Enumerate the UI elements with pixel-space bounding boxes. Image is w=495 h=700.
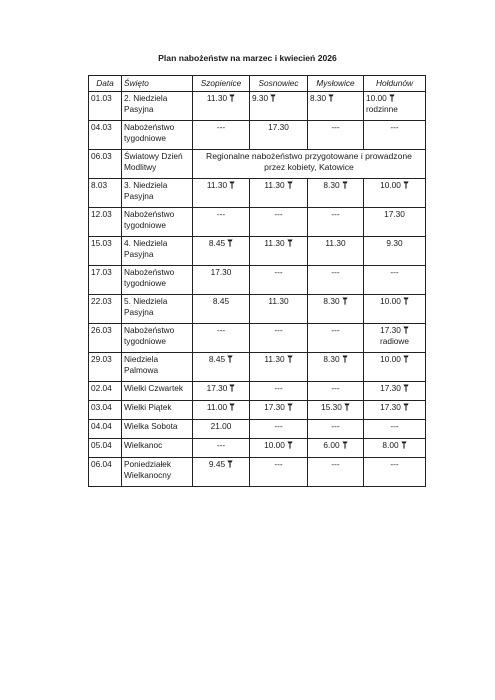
service-time: 11.30 — [264, 238, 285, 248]
cell-myslowice — [308, 179, 364, 208]
table-row — [89, 420, 426, 439]
row-feast: Poniedziałek Wielkanocny — [122, 458, 193, 487]
cell-holdunow — [364, 324, 426, 353]
table-row — [89, 237, 426, 266]
cell-sosnowiec — [250, 266, 308, 295]
cross-icon — [342, 355, 348, 363]
cross-icon — [403, 297, 409, 305]
cross-icon — [328, 94, 334, 102]
service-time: 11.30 — [268, 296, 289, 306]
row-span-note: Regionalne nabożeństwo przygotowane i prowadzone przez kobiety, Katowice — [193, 150, 426, 179]
cross-icon — [342, 441, 348, 449]
cross-icon — [229, 181, 235, 189]
cell-myslowice — [308, 420, 364, 439]
cell-szopienice — [193, 121, 250, 150]
cross-icon — [401, 441, 407, 449]
service-time: 10.00 — [380, 296, 401, 306]
service-time: 8.00 — [382, 440, 399, 450]
service-time: 8.30 — [323, 354, 340, 364]
cell-szopienice — [193, 266, 250, 295]
service-time: --- — [331, 421, 340, 431]
cross-icon — [389, 94, 395, 102]
cell-szopienice — [193, 237, 250, 266]
service-note: rodzinne — [366, 104, 398, 114]
cross-icon — [227, 355, 233, 363]
service-time: 21.00 — [210, 421, 232, 431]
cross-icon — [229, 403, 235, 411]
cell-sosnowiec — [250, 121, 308, 150]
cross-icon — [229, 384, 235, 392]
cell-myslowice — [308, 121, 364, 150]
service-time: 8.45 — [208, 238, 226, 248]
cell-myslowice — [308, 237, 364, 266]
service-time: 8.45 — [208, 354, 226, 364]
row-date: 04.04 — [89, 420, 122, 439]
cross-icon — [287, 239, 293, 247]
header-feast: Święto — [122, 76, 193, 92]
cell-holdunow — [364, 295, 426, 324]
service-time: 8.45 — [212, 296, 230, 306]
header-szopienice: Szopienice — [193, 76, 250, 92]
service-time: 17.30 — [206, 383, 228, 393]
row-date: 12.03 — [89, 208, 122, 237]
table-row — [89, 92, 426, 121]
service-time: 17.30 — [268, 122, 289, 132]
row-feast: Wielkanoc — [122, 439, 193, 458]
header-sosnowiec: Sosnowiec — [250, 76, 308, 92]
cross-icon — [287, 403, 293, 411]
cell-myslowice — [308, 439, 364, 458]
service-time: 15.30 — [321, 402, 342, 412]
service-time: 17.30 — [380, 325, 401, 335]
service-time: 8.30 — [323, 180, 340, 190]
table-row — [89, 458, 426, 487]
cell-szopienice — [193, 420, 250, 439]
cross-icon — [287, 441, 293, 449]
cross-icon — [287, 355, 293, 363]
cell-myslowice — [308, 458, 364, 487]
row-feast: Wielki Czwartek — [122, 382, 193, 401]
cell-holdunow — [364, 401, 426, 420]
row-date: 01.03 — [89, 92, 122, 121]
header-myslowice: Mysłowice — [308, 76, 364, 92]
cell-sosnowiec — [250, 179, 308, 208]
cross-icon — [403, 403, 409, 411]
cell-holdunow — [364, 439, 426, 458]
cell-holdunow — [364, 237, 426, 266]
row-feast: Nabożeństwo tygodniowe — [122, 324, 193, 353]
header-date: Data — [89, 76, 122, 92]
table-row — [89, 353, 426, 382]
cross-icon — [403, 384, 409, 392]
row-date: 03.04 — [89, 401, 122, 420]
service-time: --- — [390, 267, 399, 277]
cell-holdunow — [364, 382, 426, 401]
cell-sosnowiec — [250, 458, 308, 487]
row-feast: 4. Niedziela Pasyjna — [122, 237, 193, 266]
service-time: --- — [390, 122, 399, 132]
row-feast: Wielki Piątek — [122, 401, 193, 420]
cell-sosnowiec — [250, 439, 308, 458]
service-time: --- — [331, 267, 340, 277]
cell-sosnowiec — [250, 92, 308, 121]
service-time: --- — [216, 325, 226, 335]
row-date: 8.03 — [89, 179, 122, 208]
service-time: 11.30 — [206, 93, 228, 103]
cell-szopienice — [193, 401, 250, 420]
header-holdunow: Hołdunów — [364, 76, 426, 92]
service-time: 10.00 — [380, 354, 401, 364]
service-time: --- — [274, 325, 283, 335]
cell-szopienice — [193, 439, 250, 458]
header-row — [89, 76, 426, 92]
service-time: 11.30 — [264, 354, 285, 364]
service-time: 11.00 — [206, 402, 228, 412]
cell-szopienice — [193, 324, 250, 353]
service-time: 10.00 — [366, 93, 387, 103]
table-row — [89, 208, 426, 237]
cell-holdunow — [364, 208, 426, 237]
cell-myslowice — [308, 295, 364, 324]
table-row — [89, 382, 426, 401]
cell-sosnowiec — [250, 324, 308, 353]
service-time: 6.00 — [323, 440, 340, 450]
row-feast: 3. Niedziela Pasyjna — [122, 179, 193, 208]
table-row — [89, 324, 426, 353]
row-feast: Nabożeństwo tygodniowe — [122, 266, 193, 295]
service-time: 11.30 — [264, 180, 285, 190]
service-time: 10.00 — [264, 440, 285, 450]
cell-myslowice — [308, 324, 364, 353]
row-date: 29.03 — [89, 353, 122, 382]
cell-myslowice — [308, 353, 364, 382]
page-title: Plan nabożeństw na marzec i kwiecień 2026 — [158, 53, 337, 63]
row-date: 22.03 — [89, 295, 122, 324]
cell-szopienice — [193, 458, 250, 487]
cell-szopienice — [193, 382, 250, 401]
service-time: 17.30 — [210, 267, 232, 277]
service-time: 17.30 — [384, 209, 405, 219]
service-time: --- — [331, 383, 340, 393]
service-time: 11.30 — [206, 180, 228, 190]
service-time: --- — [331, 459, 340, 469]
row-date: 26.03 — [89, 324, 122, 353]
service-note: radiowe — [379, 336, 410, 346]
service-time: 17.30 — [380, 383, 401, 393]
row-date: 15.03 — [89, 237, 122, 266]
row-date: 06.04 — [89, 458, 122, 487]
cell-sosnowiec — [250, 420, 308, 439]
cross-icon — [403, 355, 409, 363]
row-date: 05.04 — [89, 439, 122, 458]
cell-szopienice — [193, 179, 250, 208]
service-time: 8.30 — [310, 93, 327, 103]
service-time: 9.45 — [208, 459, 226, 469]
cell-myslowice — [308, 401, 364, 420]
schedule-body — [89, 92, 426, 487]
cell-holdunow — [364, 458, 426, 487]
service-time: 17.30 — [380, 402, 401, 412]
cell-holdunow — [364, 179, 426, 208]
row-feast: Nabożeństwo tygodniowe — [122, 121, 193, 150]
cell-holdunow — [364, 420, 426, 439]
table-row — [89, 401, 426, 420]
service-time: --- — [390, 421, 399, 431]
table-row — [89, 266, 426, 295]
cell-szopienice — [193, 295, 250, 324]
cell-szopienice — [193, 353, 250, 382]
cell-sosnowiec — [250, 208, 308, 237]
service-time: 11.30 — [325, 238, 346, 248]
table-row — [89, 439, 426, 458]
row-feast: Niedziela Palmowa — [122, 353, 193, 382]
cross-icon — [227, 460, 233, 468]
cell-sosnowiec — [250, 295, 308, 324]
service-time: --- — [216, 209, 226, 219]
row-feast: Wielka Sobota — [122, 420, 193, 439]
service-time: 9.30 — [252, 93, 269, 103]
service-time: --- — [331, 209, 340, 219]
cross-icon — [342, 181, 348, 189]
service-time: --- — [216, 122, 226, 132]
cross-icon — [270, 94, 276, 102]
table-row — [89, 179, 426, 208]
cross-icon — [287, 181, 293, 189]
cell-sosnowiec — [250, 382, 308, 401]
row-date: 04.03 — [89, 121, 122, 150]
row-feast: Światowy Dzień Modlitwy — [122, 150, 193, 179]
row-date: 17.03 — [89, 266, 122, 295]
cell-sosnowiec — [250, 353, 308, 382]
service-time: --- — [274, 421, 283, 431]
cell-holdunow — [364, 353, 426, 382]
service-time: --- — [274, 383, 283, 393]
cell-myslowice — [308, 92, 364, 121]
cross-icon — [229, 94, 235, 102]
cross-icon — [403, 181, 409, 189]
cell-myslowice — [308, 208, 364, 237]
cell-holdunow — [364, 266, 426, 295]
row-date: 02.04 — [89, 382, 122, 401]
cross-icon — [342, 297, 348, 305]
cross-icon — [344, 403, 350, 411]
service-time: --- — [274, 459, 283, 469]
row-feast: 2. Niedziela Pasyjna — [122, 92, 193, 121]
service-time: 8.30 — [323, 296, 340, 306]
service-time: --- — [331, 122, 340, 132]
cross-icon — [227, 239, 233, 247]
cell-myslowice — [308, 266, 364, 295]
service-time: 10.00 — [380, 180, 401, 190]
service-time: --- — [274, 209, 283, 219]
cell-szopienice — [193, 92, 250, 121]
cell-szopienice — [193, 208, 250, 237]
cell-sosnowiec — [250, 237, 308, 266]
service-time: 9.30 — [386, 238, 403, 248]
service-time: --- — [390, 459, 399, 469]
row-feast: Nabożeństwo tygodniowe — [122, 208, 193, 237]
service-time: --- — [331, 325, 340, 335]
service-time: --- — [216, 440, 226, 450]
table-row — [89, 295, 426, 324]
service-time: 17.30 — [264, 402, 285, 412]
table-row — [89, 150, 426, 179]
cross-icon — [403, 326, 409, 334]
table-row — [89, 121, 426, 150]
row-feast: 5. Niedziela Pasyjna — [122, 295, 193, 324]
service-time: --- — [274, 267, 283, 277]
cell-sosnowiec — [250, 401, 308, 420]
row-date: 06.03 — [89, 150, 122, 179]
cell-holdunow — [364, 121, 426, 150]
cell-myslowice — [308, 382, 364, 401]
cell-holdunow — [364, 92, 426, 121]
schedule-table — [88, 75, 426, 487]
